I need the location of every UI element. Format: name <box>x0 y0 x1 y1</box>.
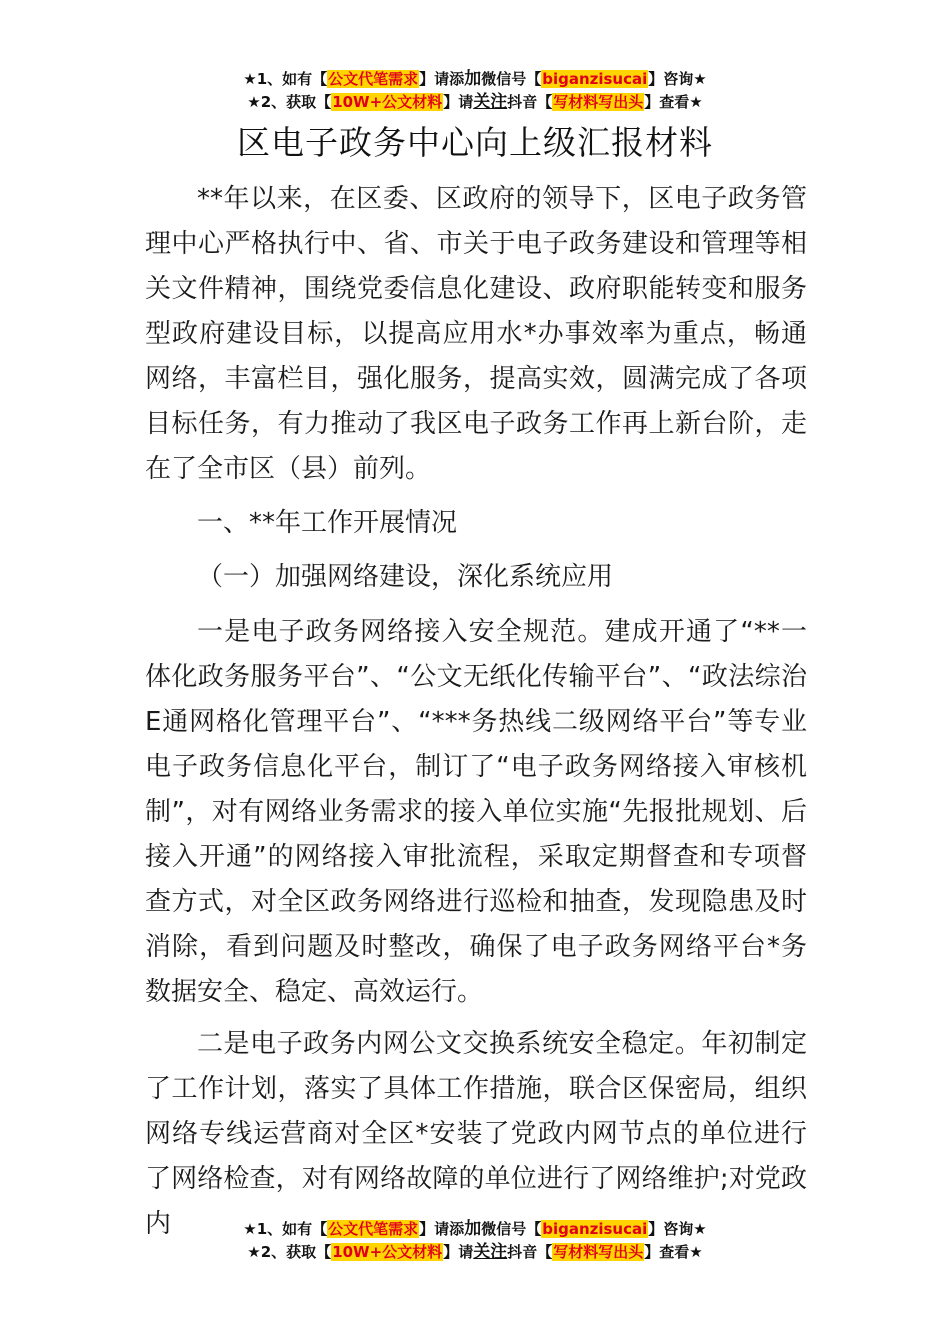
paragraph-intranet-exchange: 二是电子政务内网公文交换系统安全稳定。年初制定了工作计划，落实了具体工作措施，联合区保密局，组织网络专线运营商对全区*安装了党政内网节点的单位进行了网络检查，对有网络故障的单位进行了网络维护;对党政内 <box>145 1029 807 1239</box>
highlight-douyin: 写材料写出头 <box>553 93 644 111</box>
promo-line-1: ★1、如有【公文代笔需求】请添加微信号【biganzisucai】咨询★ <box>243 69 707 89</box>
highlight-wechat-id: biganzisucai <box>542 1220 648 1238</box>
highlight-ghostwriting: 公文代笔需求 <box>328 1220 419 1238</box>
highlight-ghostwriting: 公文代笔需求 <box>328 70 419 88</box>
highlight-materials: 10W+公文材料 <box>332 1243 443 1261</box>
subsection-heading: （一）加强网络建设，深化系统应用 <box>197 562 614 592</box>
promo-banner-bottom <box>0 1218 950 1264</box>
highlight-materials: 10W+公文材料 <box>332 93 443 111</box>
paragraph-network-security: 一是电子政务网络接入安全规范。建成开通了“**一体化政务服务平台”、“公文无纸化传输平台”、“政法综治E通网格化管理平台”、“***务热线二级网络平台”等专业电子政务信息化平台，制订了“电子政务网络接入审核机制”，对有网络业务需求的接入单位实施“先报批规划、后接入开通”的网络接入审批流程，采取定期督查和专项督查方式，对全区政务网络进行巡检和抽查，发现隐患及时消除，看到问题及时整改，确保了电子政务网络平台*务数据安全、稳定、高效运行。 <box>145 617 807 1007</box>
promo-line-2: ★2、获取【10W+公文材料】请关注抖音【写材料写出头】查看★ <box>247 92 703 112</box>
promo-line-2: ★2、获取【10W+公文材料】请关注抖音【写材料写出头】查看★ <box>247 1242 703 1262</box>
section-heading: 一、**年工作开展情况 <box>197 508 458 538</box>
promo-banner-top <box>0 68 950 114</box>
document-title: 区电子政务中心向上级汇报材料 <box>237 123 713 162</box>
highlight-douyin: 写材料写出头 <box>553 1243 644 1261</box>
intro-paragraph: **年以来，在区委、区政府的领导下，区电子政务管理中心严格执行中、省、市关于电子政务建设和管理等相关文件精神，围绕党委信息化建设、政府职能转变和服务型政府建设目标，以提高应用水*办事效率为重点，畅通网络，丰富栏目，强化服务，提高实效，圆满完成了各项目标任务，有力推动了我区电子政务工作再上新台阶，走在了全市区（县）前列。 <box>145 184 807 484</box>
highlight-wechat-id: biganzisucai <box>542 70 648 88</box>
promo-line-1: ★1、如有【公文代笔需求】请添加微信号【biganzisucai】咨询★ <box>243 1219 707 1239</box>
